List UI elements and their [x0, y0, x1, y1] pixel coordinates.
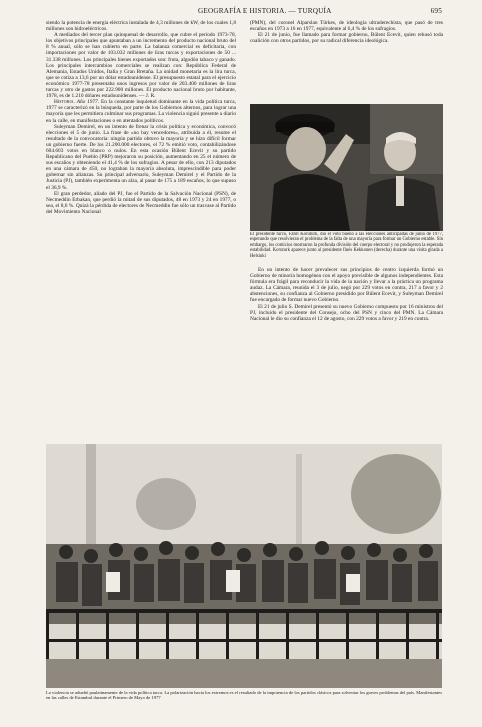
page-number: 695: [430, 7, 442, 15]
paragraph-history: [46, 99, 236, 123]
paragraph: El gran perdedor, aliado del PJ, fue el Partido de la Salvación Nacional (PSN), de Necmeddin Erbakan, que perdió la mitad de sus diputados, 48 en 1973 y 24 en 1977, o sea, el 8,6 %. Quizá la pérdida de electores de Necmeddin fue sólo un trasvase al Partido del Movimiento Nacional: [46, 190, 236, 215]
paragraph: (PMN), del coronel Alparslan Türkes, de ideología ultraderechista, que pasó de tres escaños en 1973 a 16 en 1977, equivalente al 6,4 % de los sufragios.: [250, 20, 443, 33]
running-title: GEOGRAFÍA E HISTORIA. — TURQUÍA: [198, 7, 332, 15]
left-column: [46, 20, 236, 445]
page-header: [46, 5, 442, 19]
paragraph: A mediados del tercer plan quinquenal de desarrollo, que cubre el período 1973-78, los objetivos principales que apuntaban a un incremento del producto nacional bruto del 8 % anual, sólo se han cubierto en parte. La balanza comercial es deficitaria, con importaciones por valor de 103.032 millones de liras turcas y exportaciones de 50 ... 31.338 millones. Los principales bienes exportados son: fruta, algodón tabaco y ganado. Los principales intercambios comerciales se realizan con: República Federal de Alemania, Estados Unidos, Italia y Gran Bretaña. La unidad monetaria es la lira turca, que se cotiza a 13,6 por un dólar estadounidense. El presupuesto estatal para el ejercicio económico 1977-78 presentaba unos ingresos por valor de 203.400 millones de liras turcas y otro de gastos por 222.900 millones. El producto nacional bruto por habitante, 1978, es de 1.210 dólares estadounidenses. — J. R.: [46, 32, 236, 100]
paragraph: siendo la potencia de energía eléctrica instalada de 4,3 millones de kW, de los cuales 1,8 millones son hidroeléctricos.: [46, 20, 236, 33]
right-column-top: [250, 20, 443, 104]
paragraph: En un intento de hacer prevalecer sus principios de centro izquierda formó un Gobierno de minoría homogénea con el apoyo previsible de algunos independientes. Esta fórmula era frágil para reconducir la vida de la nación y llevar a la práctica un programa audaz. La Cámara, reunida el 3 de julio, negó por 229 votos en contra, 217 a favor y 2 abstenciones, su confianza al Gobierno presidido por Bülent Ecevit, y Suleyman Demirel fue encargado de formar nuevo Gobierno.: [250, 267, 443, 304]
right-column-bottom: [250, 267, 443, 443]
photo-demonstration: [46, 444, 442, 688]
photo-demonstration-image: [46, 444, 442, 688]
paragraph: El 21 de junio, fue llamado para formar gobierno, Bülent Ecevit, quien rehusó toda coalición con otros partidos, por su radical diferencia ideológica.: [250, 32, 443, 45]
section-label: Historia.: [54, 99, 75, 106]
paragraph-text: En la constante inquietud dominante en la vida política turca, 1977 se caracterizó en la búsqueda, por parte de los Gobiernos alternos, para lograr una mayoría que les permitiera culminar sus programas. La violencia siguió presente a diario en la calle, en manifestaciones o en atentados políticos.: [46, 99, 236, 124]
caption-presidents: El presidente turco, Fahri Koruturk, dio el voto bueno a las elecciones anticipadas de junio de 1977, esperando que resolvieran el problema de la falta de una mayoría para formar un Gobierno estable. Sin embargo, los comicios mostraron la profunda división del cuerpo electoral y no produjeron la esperada estabilidad. Koruturk aparece junto al presidente finés Kekkonen (derecha) durante una visita girada a Helsinki: [250, 232, 443, 259]
paragraph: El 21 de julio S. Demirel presentó su nuevo Gobierno compuesto por 16 ministros del PJ, incluido el presidente del Consejo, ocho del PSN y cinco del PMN. La Cámara Nacional le dio su confianza el 12 de agosto, con 229 votos a favor y 219 en contra.: [250, 303, 443, 322]
year-label: Año 1977.: [76, 99, 100, 106]
paragraph: Suleyman Demirel, en un intento de frenar la crisis política y económica, convocó elecciones el 5 de junio. La frase de «no hay vencedores», atribuida a él, resume el resultado de la convocatoria: ningún partido obtuvo la mayoría y se hizo difícil formar un gobierno fuerte. De los 21.200.000 electores, el 72 % emitió voto, contabilizándose 604.603 votos en blanco o nulos. En esta ocasión Bülent Ecevit y su partido Republicano del Pueblo (PRP) mejoraron su posición, aumentando en 25 el número de sus escaños y obteniendo el 41,4 % de los sufragios. A pesar de ello, con 213 diputados en una cámara de 450, no lograban la mayoría absoluta, imprescindible para poder gobernar sin alianzas. Su principal adversario, Suleyman Demirel y el Partido de la Justicia (PJ), también experimenta un alza, al pasar de 175 a 189 escaños, lo que supuso el 36,9 %.: [46, 123, 236, 191]
photo-presidents: [250, 104, 443, 231]
photo-presidents-image: [250, 104, 443, 231]
caption-demonstration: La violencia se adueñó paulatinamente de la vida política turca. La polarización hacia los extremos es el resultado de la impotencia de los partidos clásicos para solventar los graves problemas del país. Manifestantes en las calles de Estambul durante el Primero de Mayo de 1977: [46, 690, 442, 701]
